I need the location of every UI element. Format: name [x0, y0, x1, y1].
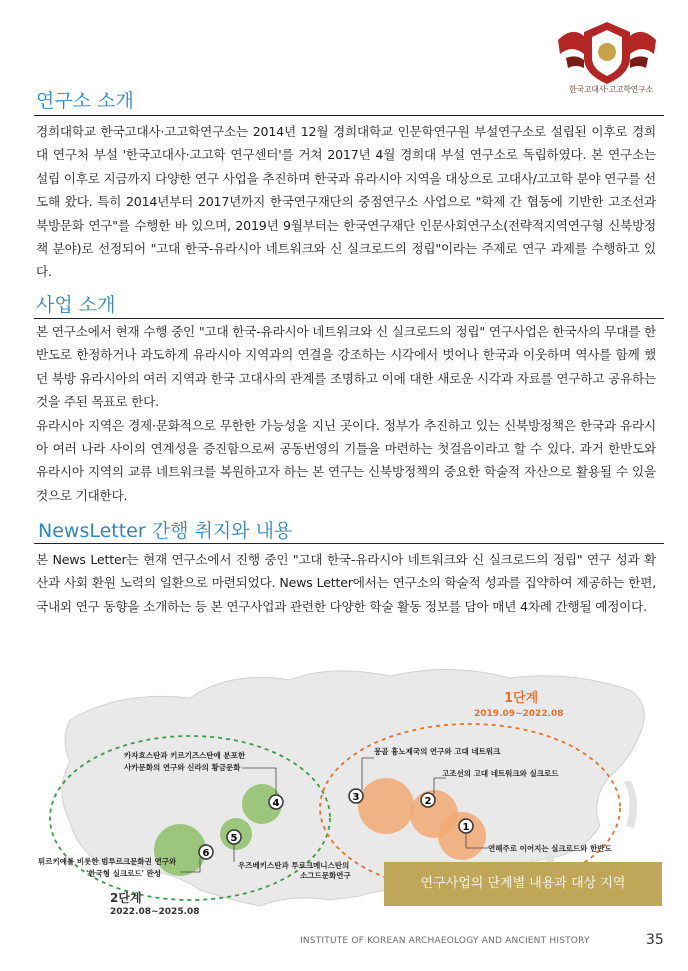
figure-caption: 연구사업의 단계별 내용과 대상 지역	[384, 862, 662, 906]
marker-number: 3	[352, 792, 360, 803]
marker-number: 6	[202, 848, 210, 859]
label-region-1: 연해주로 이어지는 실크로드와 한반도	[488, 844, 612, 853]
marker-number: 4	[272, 798, 280, 809]
section-divider	[34, 543, 664, 544]
section-divider	[34, 115, 664, 116]
stage1-title: 1단계	[504, 691, 539, 706]
marker-1	[459, 819, 473, 833]
region-1	[438, 812, 486, 860]
label-region-4a: 카자흐스탄과 키르기즈스탄에 분포한	[124, 751, 246, 760]
label-region-2: 고조선의 고대 네트워크와 실크로드	[442, 769, 559, 778]
stage2-title: 2단계	[110, 891, 142, 905]
marker-2	[421, 793, 435, 807]
marker-number: 2	[424, 796, 432, 807]
stage2-period: 2022.08~2025.08	[110, 907, 200, 917]
section-body-project	[36, 320, 656, 507]
page-number: 35	[646, 932, 664, 948]
region-6	[154, 824, 206, 876]
paragraph: 경희대학교 한국고대사·고고학연구소는 2014년 12월 경희대학교 인문학연구원 부설연구소로 설립된 이후로 경희대 연구처 부설 '한국고대사·고고학 연구센터'를 거쳐 2017년 4월 경희대 부설 연구소로 독립하였다. 본 연구소는 설립 이후로 지금까지 다양한 연구 사업을 추진하며 한국과 유라시아 지역을 대상으로 고대사/고고학 분야 연구를 선도해 왔다. 특히 2014년부터 2017년까지 한국연구재단의 중점연구소 사업으로 "학제 간 협동에 기반한 고조선과 북방문화 연구"를 수행한 바 있으며, 2019년 9월부터는 한국연구재단 인문사회연구소(전략적지역연구형 신북방정책 분야)로 선정되어 "고대 한국-유라시아 네트워크와 신 실크로드의 정립"이라는 주제로 연구 과제를 수행하고 있다.	[36, 124, 656, 280]
paragraph: 본 연구소에서 현재 수행 중인 "고대 한국-유라시아 네트워크와 신 실크로드의 정립" 연구사업은 한국사의 무대를 한반도로 한정하거나 과도하게 유라시아 지역과의 연결을 강조하는 시각에서 벗어나 한국과 이웃하며 역사를 함께 했던 북방 유라시아의 여러 지역과 한국 고대사의 관계를 조명하고 이에 대한 새로운 시각과 자료를 연구하고 공유하는 것을 주된 목표로 한다.	[36, 324, 656, 410]
paragraph: 유라시아 지역은 경제·문화적으로 무한한 가능성을 지닌 곳이다. 정부가 추진하고 있는 신북방정책은 한국과 유라시아 여러 나라 사이의 연계성을 증진함으로써 공동번영의 기틀을 마련하는 첫걸음이라고 할 수 있다. 과거 한반도와 유라시아 지역의 교류 네트워크를 복원하고자 하는 본 연구는 신북방정책의 중요한 학술적 자산으로 활용될 수 있을 것으로 기대한다.	[36, 417, 656, 503]
section-title-institute: 연구소 소개	[36, 90, 134, 112]
marker-5	[227, 830, 241, 844]
label-region-6b: '한국형 실크로드' 완성	[86, 869, 162, 878]
label-region-4b: 사카문화의 연구와 신라의 황금문화	[124, 763, 241, 772]
label-region-6a: 튀르키예를 비롯한 범투르크문화권 연구와	[38, 857, 177, 866]
paragraph: 본 News Letter는 현재 연구소에서 진행 중인 "고대 한국-유라시아 네트워크와 신 실크로드의 정립" 연구 성과 확산과 사회 환원 노력의 일환으로 마련되었다. News Letter에서는 연구소의 학술적 성과를 집약하여 제공하는 한편, 국내외 연구 동향을 소개하는 등 본 연구사업과 관련한 다양한 학술 활동 정보를 담아 매년 4차례 간행될 예정이다.	[36, 552, 656, 614]
section-body-institute	[36, 120, 656, 284]
label-region-5b: 소그드문화연구	[300, 871, 351, 880]
marker-4	[269, 795, 283, 809]
section-divider	[34, 318, 664, 319]
section-title-project: 사업 소개	[36, 294, 116, 316]
marker-number: 5	[230, 833, 238, 844]
section-body-newsletter	[36, 548, 656, 618]
stage1-period: 2019.09~2022.08	[474, 709, 564, 719]
marker-number: 1	[462, 822, 470, 833]
region-3	[358, 778, 414, 834]
section-title-newsletter: NewsLetter 간행 취지와 내용	[38, 520, 293, 542]
label-region-5a: 우즈베키스탄과 투르크메니스탄의	[238, 861, 350, 870]
footer-institute-name: INSTITUTE OF KOREAN ARCHAEOLOGY AND ANCIENT HISTORY	[300, 936, 590, 946]
marker-3	[349, 789, 363, 803]
logo-caption: 한국고대사·고고학연구소	[569, 85, 653, 94]
marker-6	[199, 845, 213, 859]
label-region-3: 몽골 흉노제국의 연구와 고대 네트워크	[374, 747, 501, 756]
